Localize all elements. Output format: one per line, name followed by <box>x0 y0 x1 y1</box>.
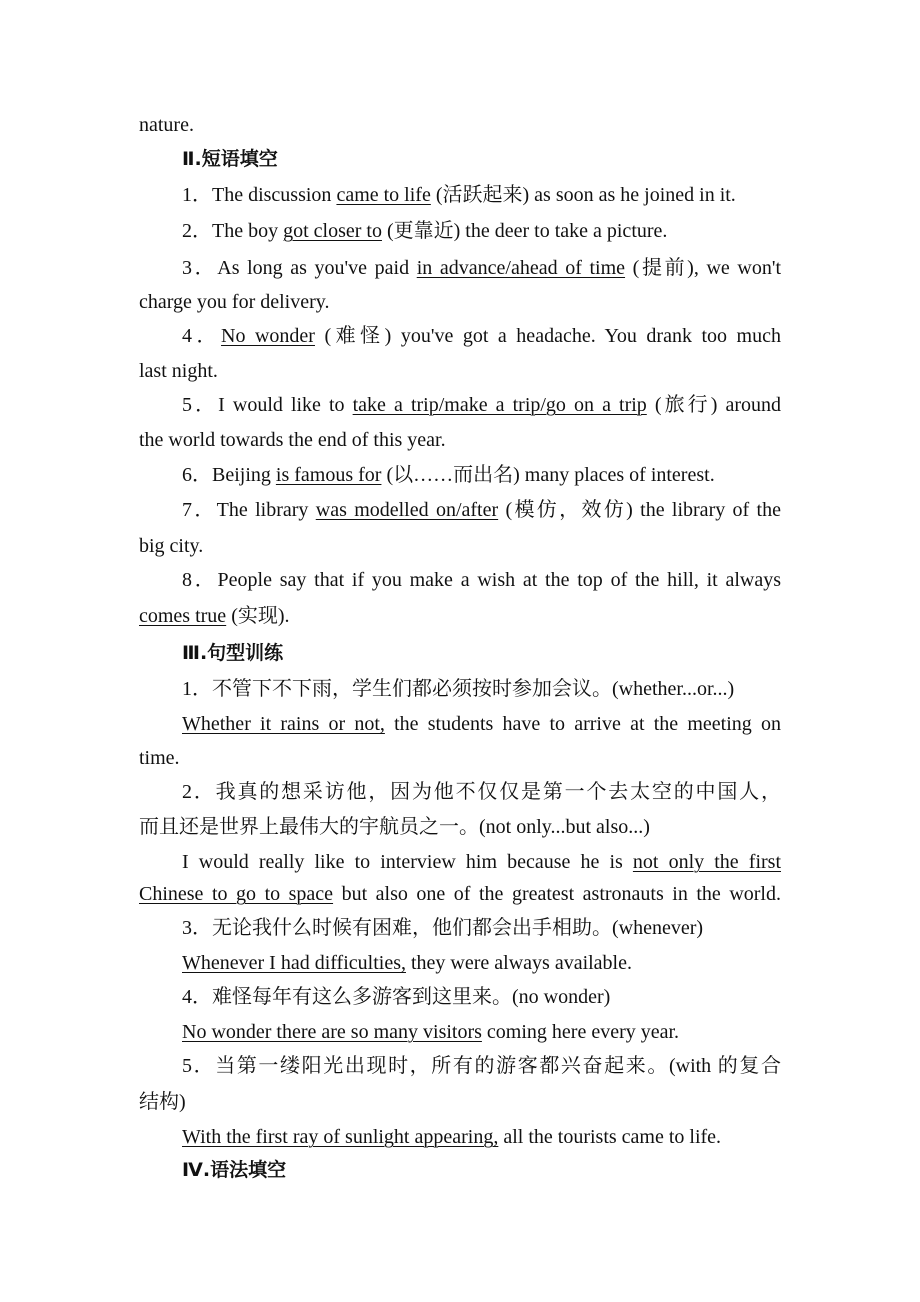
section-3-heading: Ⅲ.句型训练 <box>182 642 284 664</box>
sentence-item-3-prompt: 3．无论我什么时候有困难，他们都会出手相助。(whenever) <box>182 917 704 939</box>
sentence-item-2-prompt: 2．我真的想采访他，因为他不仅仅是第一个去太空的中国人， <box>182 781 781 803</box>
sentence-item-5-prompt: 5．当第一缕阳光出现时，所有的游客都兴奋起来。(with 的复合 <box>182 1055 781 1077</box>
sentence-item-2-answer-cont: Chinese to go to space but also one of the greatest astronauts in the world. <box>139 883 781 905</box>
phrase-item-1: 1．The discussion came to life (活跃起来) as soon as he joined in it. <box>182 184 736 206</box>
sentence-item-1-answer: Whether it rains or not, the students have to arrive at the meeting on <box>182 713 781 735</box>
phrase-item-5: 5．I would like to take a trip/make a trip/go on a trip (旅行) around <box>182 394 781 416</box>
sentence-item-1-answer-cont: time. <box>139 747 180 769</box>
sentence-item-2-prompt-cont: 而且还是世界上最伟大的宇航员之一。(not only...but also...) <box>139 816 650 838</box>
phrase-item-2: 2．The boy got closer to (更靠近) the deer to take a picture. <box>182 220 668 242</box>
phrase-item-5-cont: the world towards the end of this year. <box>139 429 446 451</box>
phrase-item-6: 6．Beijing is famous for (以……而出名) many places of interest. <box>182 464 715 486</box>
phrase-item-7: 7．The library was modelled on/after (模仿，效仿) the library of the <box>182 499 781 521</box>
section-2-heading: Ⅱ.短语填空 <box>182 148 278 170</box>
sentence-item-5-answer: With the first ray of sunlight appearing, all the tourists came to life. <box>182 1126 722 1148</box>
phrase-item-3-cont: charge you for delivery. <box>139 291 330 313</box>
continuation-text: nature. <box>139 114 194 136</box>
phrase-item-3: 3．As long as you've paid in advance/ahead of time (提前), we won't <box>182 257 782 279</box>
phrase-item-8: 8．People say that if you make a wish at the top of the hill, it always <box>182 569 782 591</box>
phrase-item-8-cont: comes true (实现). <box>139 605 290 627</box>
sentence-item-5-prompt-cont: 结构) <box>139 1091 186 1113</box>
phrase-item-7-cont: big city. <box>139 535 204 557</box>
phrase-item-4-cont: last night. <box>139 360 218 382</box>
sentence-item-1-prompt: 1．不管下不下雨，学生们都必须按时参加会议。(whether...or...) <box>182 678 735 700</box>
sentence-item-3-answer: Whenever I had difficulties, they were always available. <box>182 952 632 974</box>
sentence-item-2-answer: I would really like to interview him because he is not only the first <box>182 851 781 873</box>
section-4-heading: Ⅳ.语法填空 <box>182 1159 287 1181</box>
sentence-item-4-prompt: 4．难怪每年有这么多游客到这里来。(no wonder) <box>182 986 611 1008</box>
phrase-item-4: 4．No wonder (难怪) you've got a headache. You drank too much <box>182 325 781 347</box>
sentence-item-4-answer: No wonder there are so many visitors coming here every year. <box>182 1021 680 1043</box>
